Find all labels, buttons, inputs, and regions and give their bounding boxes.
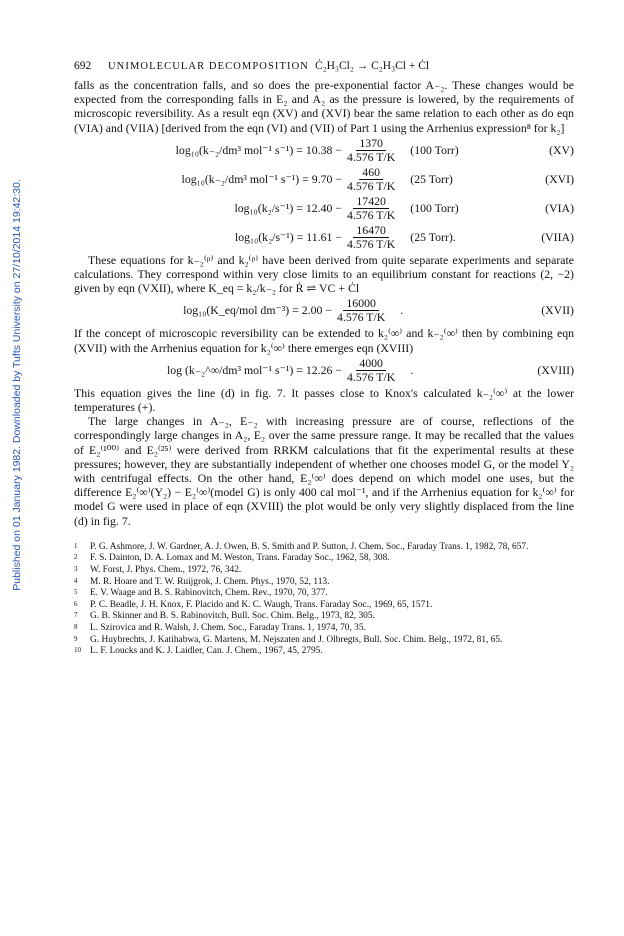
reference-number: 7 — [74, 611, 78, 620]
references-list — [74, 542, 574, 658]
reference-item — [74, 577, 574, 589]
equation-condition: . — [410, 362, 414, 377]
reference-text: P. C. Beadle, J. H. Knox, F. Placido and K. C. Waugh, Trans. Faraday Soc., 1969, 65, 1571. — [90, 599, 433, 610]
equation-row — [74, 166, 574, 193]
reference-number: 2 — [74, 553, 78, 562]
equation-row — [74, 137, 574, 164]
equation-number: (VIA) — [545, 200, 574, 215]
fraction-denominator: 4.576 T/K — [347, 207, 396, 222]
reference-item — [74, 646, 574, 658]
equation-number: (XV) — [549, 142, 574, 157]
equation-row — [74, 224, 574, 251]
reference-item — [74, 635, 574, 647]
reference-text: G. B. Skinner and B. S. Rabinovitch, Bull. Soc. Chim. Belg., 1973, 82, 305. — [90, 611, 375, 622]
reference-item — [74, 565, 574, 577]
reference-number: 9 — [74, 634, 78, 643]
equation-condition: (100 Torr) — [410, 200, 459, 215]
page-content — [74, 60, 574, 658]
equation-fraction — [344, 224, 398, 251]
equation-condition: (25 Torr) — [410, 171, 453, 186]
fraction-numerator: 16470 — [353, 224, 389, 238]
equation-number: (XVIII) — [537, 362, 574, 377]
reference-number: 1 — [74, 541, 78, 550]
equation-xviii-block — [74, 357, 574, 384]
running-title: UNIMOLECULAR DECOMPOSITION — [108, 61, 309, 72]
download-watermark — [8, 150, 26, 620]
reference-number: 10 — [74, 646, 81, 655]
equation-row — [74, 297, 574, 324]
fraction-denominator: 4.576 T/K — [347, 236, 396, 251]
fraction-numerator: 1370 — [356, 137, 386, 151]
reference-item — [74, 542, 574, 554]
reference-text: L. F. Loucks and K. J. Laidler, Can. J. Chem., 1967, 45, 2795. — [90, 646, 323, 657]
reference-number: 3 — [74, 565, 78, 574]
paragraph-5: The large changes in A₋₂, E₋₂ with increasing pressure are of course, reflections of the correspondingly large changes in A₂, E₂ over the same pressure range. It may be recalled that the values of E₂⁽¹⁰⁰⁾ and E₂⁽²⁵⁾ were derived from RRKM calculations that fit the experimental results at these pressures; however, they are substantially independent of whether one chooses model G, or the model Y₂ with centrifugal effects. On the other hand, E₂⁽∞⁾ does depend on which model one uses, but the difference E₂⁽∞⁾(Y₂) − E₂⁽∞⁾(model G) is only 400 cal mol⁻¹, and if the Arrhenius equation for k₂⁽∞⁾ for model G were used in place of eqn (XVIII) the plot would be only very slightly displaced from the line (d) in fig. 7. — [74, 414, 574, 528]
fraction-denominator: 4.576 T/K — [337, 310, 386, 325]
reference-text: L. Szirovica and R. Walsh, J. Chem. Soc., Faraday Trans. 1, 1974, 70, 35. — [90, 623, 366, 634]
equation-condition: (25 Torr). — [410, 229, 456, 244]
reference-number: 8 — [74, 623, 78, 632]
equation-fraction — [334, 297, 388, 324]
fraction-numerator: 460 — [359, 166, 383, 180]
reference-text: E. V. Waage and B. S. Rabinovitch, Chem. Rev., 1970, 70, 377. — [90, 588, 328, 599]
reference-text: G. Huybrechts, J. Katihabwa, G. Martens, M. Nejszaten and J. Olbregts, Bull. Soc. Chim. Belg., 1972, 81, 65. — [90, 634, 503, 645]
reference-item — [74, 611, 574, 623]
fraction-numerator: 16000 — [343, 297, 379, 311]
equation-number: (XVI) — [545, 171, 574, 186]
equation-fraction — [344, 166, 398, 193]
equation-lhs: log₁₀(K_eq/mol dm⁻³) = 2.00 − — [183, 303, 332, 318]
page-number: 692 — [74, 60, 92, 72]
reference-number: 6 — [74, 599, 78, 608]
reference-item — [74, 600, 574, 612]
running-header — [74, 60, 574, 72]
fraction-numerator: 17420 — [353, 195, 389, 209]
equation-fraction — [344, 357, 398, 384]
equation-lhs: log₁₀(k₋₂/dm³ mol⁻¹ s⁻¹) = 9.70 − — [181, 171, 342, 186]
fraction-numerator: 4000 — [356, 357, 386, 371]
reference-item — [74, 553, 574, 565]
equation-condition: (100 Torr) — [410, 142, 459, 157]
equation-lhs: log₁₀(k₂/s⁻¹) = 12.40 − — [234, 200, 342, 215]
paragraph-4: This equation gives the line (d) in fig. 7. It passes close to Knox's calculated k₋₂⁽∞⁾ at the lower temperatures (+). — [74, 385, 574, 415]
fraction-denominator: 4.576 T/K — [347, 369, 396, 384]
paragraph-3: If the concept of microscopic reversibility can be extended to k₂⁽∞⁾ and k₋₂⁽∞⁾ then by combining eqn (XVII) with the Arrhenius equation for k₂⁽∞⁾ there emerges eqn (XVIII) — [74, 326, 574, 355]
paragraph-2: These equations for k₋₂⁽ᵖ⁾ and k₂⁽ᵖ⁾ have been derived from quite separate experiments and separate calculations. They correspond within very close limits to an equilibrium constant for reactions (2, −2) given by eqn (VXII), where K_eq = k₂/k₋₂ for Ṙ ⇌ VC + Ċl — [74, 252, 574, 296]
running-formula: Ċ₂H₃Cl₂ → C₂H₃Cl + Ċl — [314, 60, 430, 72]
reference-item — [74, 623, 574, 635]
equation-number: (XVII) — [541, 303, 574, 318]
fraction-denominator: 4.576 T/K — [347, 178, 396, 193]
equation-condition: . — [400, 303, 404, 318]
equation-xvii-block — [74, 297, 574, 324]
equation-lhs: log₁₀(k₂/s⁻¹) = 11.61 − — [234, 229, 342, 244]
equation-fraction — [344, 137, 398, 164]
equation-row — [74, 357, 574, 384]
reference-text: W. Forst, J. Phys. Chem., 1972, 76, 342. — [90, 565, 242, 576]
equation-lhs: log (k₋₂^∞/dm³ mol⁻¹ s⁻¹) = 12.26 − — [166, 362, 342, 377]
reference-text: P. G. Ashmore, J. W. Gardner, A. J. Owen, B. S. Smith and P. Sutton, J. Chem. Soc., Faraday Trans. 1, 1982, 78, 657. — [90, 541, 529, 552]
equation-fraction — [344, 195, 398, 222]
reference-item — [74, 588, 574, 600]
paragraph-1: falls as the concentration falls, and so does the pre-exponential factor A₋₂. These changes would be expected from the corresponding falls in E₂ and A₂ as the pressure is lowered, by the requirements of microscopic reversibility. As a result eqn (XV) and (XVI) bear the same relation to each other as do eqn (VIA) and (VIIA) [derived from the eqn (VI) and (VII) of Part 1 using the Arrhenius expression⁸ for k₂] — [74, 78, 574, 135]
equation-number: (VIIA) — [541, 229, 574, 244]
equation-block-a — [74, 137, 574, 251]
reference-number: 5 — [74, 588, 78, 597]
download-watermark-text: Published on 01 January 1982. Downloaded by Tufts University on 27/10/2014 19:42:30. — [11, 179, 23, 591]
equation-lhs: log₁₀(k₋₂/dm³ mol⁻¹ s⁻¹) = 10.38 − — [175, 142, 342, 157]
reference-text: M. R. Hoare and T. W. Ruijgrok, J. Chem. Phys., 1970, 52, 113. — [90, 576, 330, 587]
reference-number: 4 — [74, 576, 78, 585]
reference-text: F. S. Dainton, D. A. Lomax and M. Weston, Trans. Faraday Soc., 1962, 58, 308. — [90, 553, 390, 564]
fraction-denominator: 4.576 T/K — [347, 149, 396, 164]
equation-row — [74, 195, 574, 222]
